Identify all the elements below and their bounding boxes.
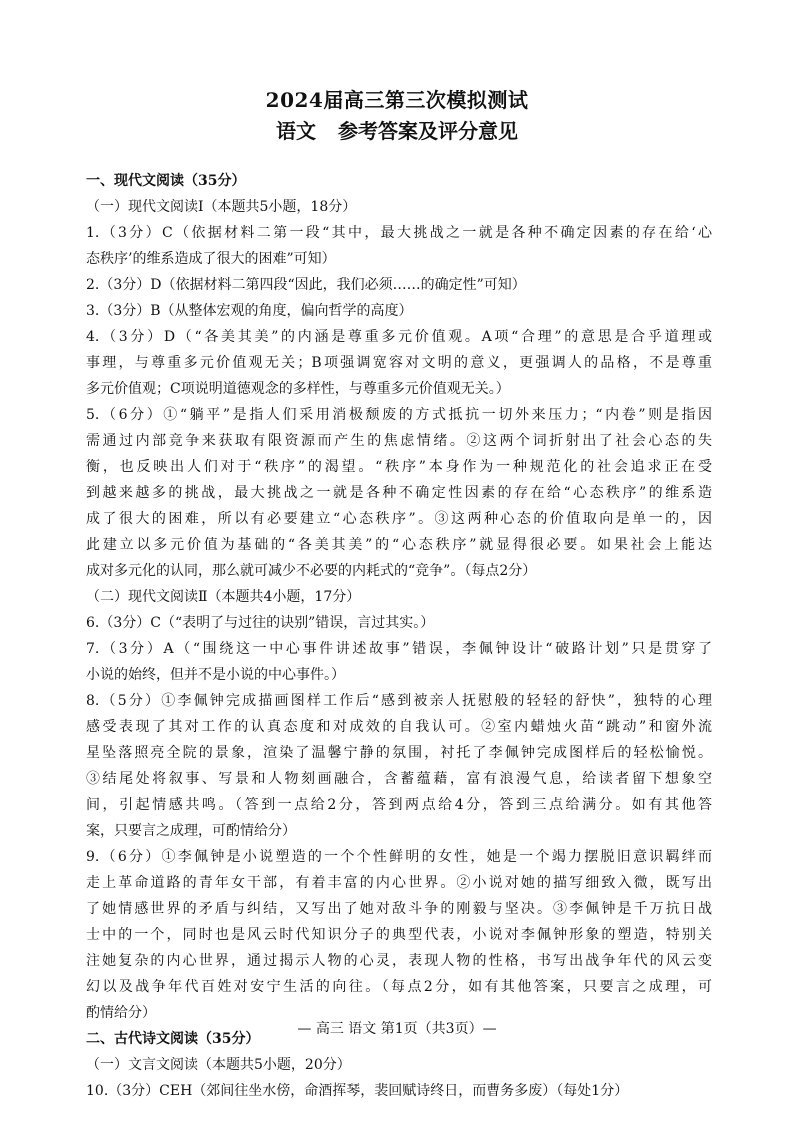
- answer-line: 8.（5分）①李佩钟完成描画图样工作后“感到被亲人抚慰般的轻轻的舒快”，独特的心理: [86, 693, 712, 709]
- answer-line: 9.（6分）①李佩钟是小说塑造的一个个性鲜明的女性，她是一个竭力摆脱旧意识羁绊而: [86, 849, 712, 865]
- subtitle-text: 参考答案及评分意见: [338, 119, 518, 143]
- answer-line: 案，只要言之成理，可酌情给分）: [86, 823, 296, 839]
- section-heading: 二、古代诗文阅读（35分）: [86, 1031, 260, 1047]
- answer-line: 了她情感世界的矛盾与纠结，又写出了她对敌斗争的刚毅与坚决。③李佩钟是千万抗日战: [86, 901, 712, 917]
- answer-line: 态秩序’的维系造成了很大的困难”可知）: [86, 251, 336, 267]
- subsection-heading: （一）现代文阅读Ⅰ（本题共5小题，18分）: [86, 199, 357, 215]
- answer-line: 小说的始终，但并不是小说的中心事件。）: [86, 667, 345, 683]
- answer-line: 走上革命道路的青年女干部，有着丰富的内心世界。②小说对她的描写细致入微，既写出: [86, 875, 712, 891]
- answer-line: 此建立以多元价值为基础的“各美其美”的“心态秩序”就显得很必要。如果社会上能达: [86, 537, 712, 553]
- exam-title: 2024届高三第三次模拟测试: [265, 88, 529, 112]
- answer-line: 到越来越多的挑战，最大挑战之一就是各种不确定性因素的存在给“心态秩序”的维系造: [86, 485, 712, 501]
- answer-line: 事理，与尊重多元价值观无关；B项强调宽容对文明的意义，更强调人的品格，不是尊重: [86, 355, 712, 371]
- answer-line: 3.（3分）B（从整体宏观的角度，偏向哲学的高度）: [86, 303, 413, 319]
- answer-line: 2.（3分）D（依据材料二第四段“因此，我们必须……的确定性”可知）: [86, 277, 526, 293]
- subsection-heading: （二）现代文阅读Ⅱ（本题共4小题，17分）: [86, 589, 361, 605]
- answer-body: [86, 168, 712, 1104]
- answer-line: 注她复杂的内心世界，通过揭示人物的心灵，表现人物的性格，书写出战争年代的风云变: [86, 953, 712, 969]
- answer-line: 7.（3分）A（“围绕这一中心事件讲述故事”错误，李佩钟设计“破路计划”只是贯穿了: [86, 641, 712, 657]
- answer-line: 5.（6分）①“躺平”是指人们采用消极颓废的方式抵抗一切外来压力；“内卷”则是指因: [86, 407, 712, 423]
- answer-line: 4.（3分）D（“各美其美”的内涵是尊重多元价值观。A项“合理”的意思是合乎道理或: [86, 329, 712, 345]
- answer-line: 1.（3分）C（依据材料二第一段“其中，最大挑战之一就是各种不确定因素的存在给‘心: [86, 225, 712, 241]
- answer-line: 10.（3分）CEH（郊间往坐水傍，命酒挥琴，裴回赋诗终日，而曹务多废）（每处1分）: [86, 1083, 629, 1099]
- subsection-heading: （一）文言文阅读（本题共5小题，20分）: [86, 1057, 351, 1073]
- title-block: [0, 86, 794, 146]
- answer-line: 需通过内部竞争来获取有限资源而产生的焦虑情绪。②这两个词折射出了社会心态的失: [86, 433, 712, 449]
- answer-line: 星坠落照亮全院的景象，渲染了温馨宁静的氛围，衬托了李佩钟完成图样后的轻松愉悦。: [86, 745, 712, 761]
- subject-label: 语文: [276, 119, 316, 143]
- page-footer: — 高三 语文 第1页（共3页）—: [297, 1021, 497, 1037]
- answer-line: 多元价值观；C项说明道德观念的多样性，与尊重多元价值观无关。）: [86, 381, 510, 397]
- answer-line: 成了很大的困难，所以有必要建立“心态秩序”。③这两种心态的价值取向是单一的，因: [86, 511, 712, 527]
- answer-line: ③结尾处将叙事、写景和人物刻画融合，含蓄蕴藉，富有浪漫气息，给读者留下想象空: [86, 771, 712, 787]
- answer-line: 6.（3分）C（“表明了与过往的诀别”错误，言过其实。）: [86, 615, 435, 631]
- answer-line: 酌情给分）: [86, 1005, 156, 1021]
- answer-line: 间，引起情感共鸣。（答到一点给2分，答到两点给4分，答到三点给满分。如有其他答: [86, 797, 712, 813]
- answer-line: 幻以及战争年代百姓对安宁生活的向往。（每点2分，如有其他答案，只要言之成理，可: [86, 979, 712, 995]
- section-heading: 一、现代文阅读（35分）: [86, 173, 246, 189]
- answer-line: 成对多元化的认同，那么就可减少不必要的内耗式的“竞争”。（每点2分）: [86, 563, 537, 579]
- answer-line: 感受表现了其对工作的认真态度和对成效的自我认可。②室内蜡烛火苗“跳动”和窗外流: [86, 719, 712, 735]
- answer-line: 士中的一个，同时也是风云时代知识分子的典型代表，小说对李佩钟形象的塑造，特别关: [86, 927, 712, 943]
- exam-subtitle: [0, 116, 794, 146]
- answer-line: 衡，也反映出人们对于“秩序”的渴望。“秩序”本身作为一种规范化的社会追求正在受: [86, 459, 712, 475]
